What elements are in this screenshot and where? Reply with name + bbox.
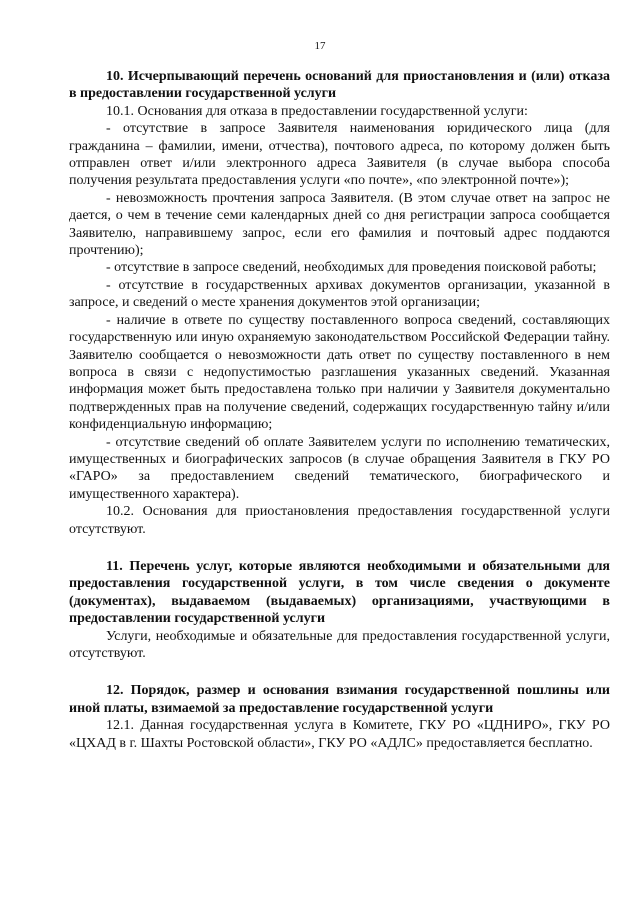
section-10-paragraph-1: 10.1. Основания для отказа в предоставлении государственной услуги: — [106, 103, 528, 119]
section-12-paragraph-1: 12.1. Данная государственная услуга в Комитете, ГКУ РО «ЦДНИРО», ГКУ РО «ЦХАД в г. Шахты Ростовской области», ГКУ РО «АДЛС» предоставляется бесплатно. — [69, 718, 610, 751]
page-number: 17 — [314, 40, 326, 52]
refusal-ground-item: - невозможность прочтения запроса Заявителя. (В этом случае ответ на запрос не дается, о чем в течение семи календарных дней со дня регистрации запроса сообщается Заявителю, направившему запрос, если его фамилия и почтовый адрес поддаются прочтению); — [69, 190, 610, 259]
page-content — [69, 68, 610, 752]
section-11-heading: 11. Перечень услуг, которые являются необходимыми и обязательными для предоставления государственной услуги, в том числе сведения о документе (документах), выдаваемом (выдаваемых) организациями, участвующими в предоставлении государственной услуги — [69, 558, 610, 627]
section-spacer — [69, 538, 610, 558]
refusal-ground-item: - наличие в ответе по существу поставленного вопроса сведений, составляющих государственную или иную охраняемую законодательством Российской Федерации тайну. Заявителю сообщается о невозможности дать ответ по существу поставленного в нем вопроса в связи с недопустимостью разглашения указанных сведений. Указанная информация может быть предоставлена только при наличии у Заявителя документально подтвержденных прав на получение сведений, содержащих государственную тайну и/или конфиденциальную информацию; — [69, 312, 610, 433]
section-spacer — [69, 662, 610, 682]
section-12-heading: 12. Порядок, размер и основания взимания государственной пошлины или иной платы, взимаемой за предоставление государственной услуги — [69, 683, 610, 716]
refusal-ground-item: - отсутствие в государственных архивах документов организации, указанной в запросе, и сведений о месте хранения документов этой организации; — [69, 277, 610, 311]
section-10-heading: 10. Исчерпывающий перечень оснований для приостановления и (или) отказа в предоставлении государственной услуги — [69, 69, 610, 102]
refusal-ground-item: - отсутствие в запросе Заявителя наименования юридического лица (для гражданина – фамилии, имени, отчества), почтового адреса, по которому должен быть отправлен ответ и/или электронного адреса Заявителя (в случае выбора способа получения результата предоставления услуги «по почте», «по электронной почте»); — [69, 121, 610, 189]
section-10-paragraph-2: 10.2. Основания для приостановления предоставления государственной услуги отсутствуют. — [69, 504, 610, 537]
refusal-ground-item: - отсутствие сведений об оплате Заявителем услуги по исполнению тематических, имущественных и биографических запросов (в случае обращения Заявителя в ГКУ РО «ГАРО» за предоставлением сведений тематического, биографического и имущественного характера). — [69, 434, 610, 502]
section-11-paragraph-1: Услуги, необходимые и обязательные для предоставления государственной услуги, отсутствуют. — [69, 628, 610, 661]
refusal-ground-item: - отсутствие в запросе сведений, необходимых для проведения поисковой работы; — [106, 260, 597, 276]
